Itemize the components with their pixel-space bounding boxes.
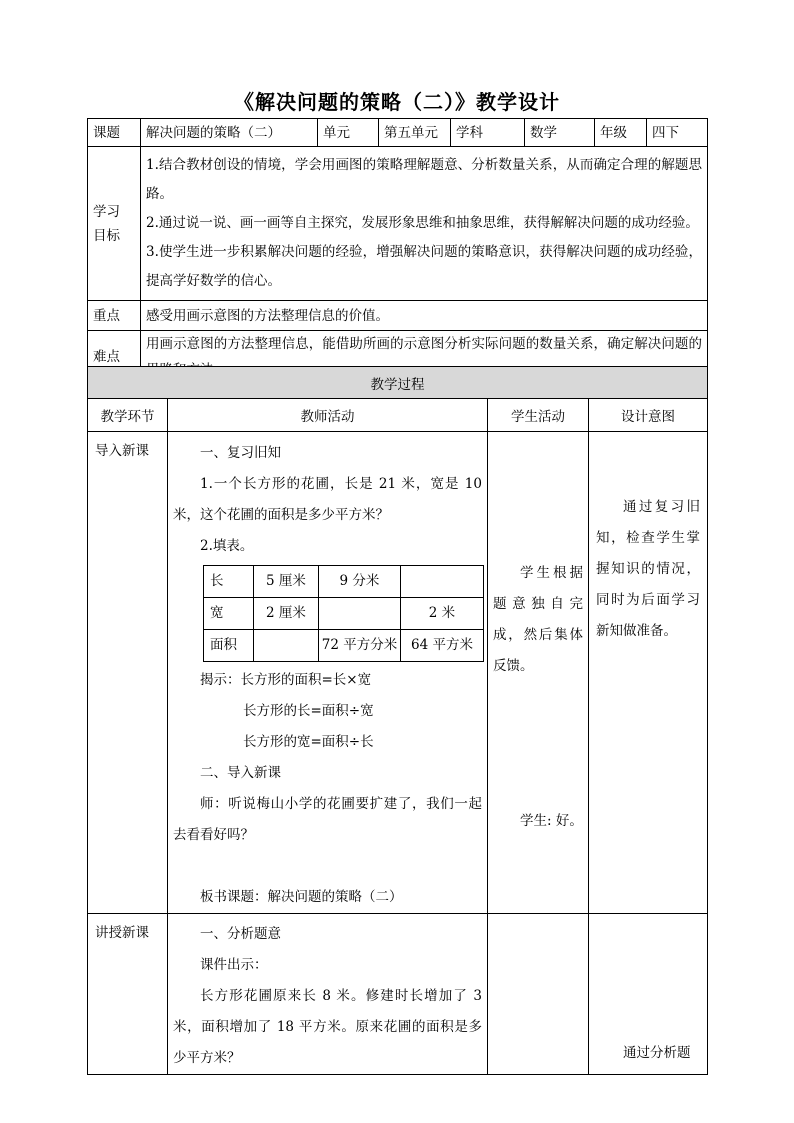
process-band: 教学过程 [88,367,708,399]
diff-label: 难点 [88,331,141,384]
board-title: 板书课题：解决问题的策略（二） [200,889,403,905]
goals-content [141,147,708,301]
student-activity [488,914,589,1075]
intro-text: 师：听说梅山小学的花圃要扩建了，我们一起去看看好吗？ [173,796,482,843]
unit-label: 单元 [318,119,379,147]
question-2: 2.填表。 [200,538,254,554]
grade-value: 四下 [647,119,708,147]
student-response-2: 学生: 好。 [520,813,583,829]
process-table [87,366,708,1075]
courseware-label: 课件出示： [200,957,268,973]
fill-cell: 72 平方分米 [319,630,401,662]
header-student: 学生活动 [488,399,589,432]
goal-item: 2.通过说一说、画一画等自主探究，发展形象思维和抽象思维，获得解解决问题的成功经验。 [146,215,699,231]
goals-label-line2: 目标 [93,227,120,244]
teacher-activity [168,432,488,914]
grade-label: 年级 [595,119,647,147]
fill-cell: 宽 [204,598,254,630]
student-activity [488,432,589,914]
fill-cell: 2 米 [401,598,484,630]
subject-label: 学科 [451,119,525,147]
fill-table [203,565,484,662]
section-heading: 一、复习旧知 [200,445,281,461]
goal-item: 1.结合教材创设的情境，学会用画图的策略理解题意、分析数量关系，从而确定合理的解题思路。 [146,157,702,202]
header-teacher: 教师活动 [168,399,488,432]
stage-name: 讲授新课 [88,914,168,1075]
document-title: 《解决问题的策略（二）》教学设计 [234,90,560,114]
fill-cell: 长 [204,566,254,598]
info-table [87,118,708,384]
header-intent: 设计意图 [589,399,708,432]
goals-label-line1: 学习 [93,203,120,220]
subject-value: 数学 [525,119,595,147]
design-intent [589,914,708,1075]
fill-cell-blank[interactable] [254,630,319,662]
fill-cell: 5 厘米 [254,566,319,598]
fill-cell-blank[interactable] [401,566,484,598]
problem-text: 长方形花圃原来长 8 米。修建时长增加了 3 米，面积增加了 18 平方米。原来花圃的面积是多少平方米？ [173,988,482,1066]
student-response-1: 学生根据题意独自完成，然后集体反馈。 [493,565,583,674]
reveal-length: 长方形的长=面积÷宽 [243,703,374,719]
intent-text: 通过复习旧知，检查学生掌握知识的情况，同时为后面学习新知做准备。 [596,499,700,639]
fill-cell: 9 分米 [319,566,401,598]
fill-cell-blank[interactable] [319,598,401,630]
teacher-activity [168,914,488,1075]
reveal-area: 揭示：长方形的面积=长×宽 [200,672,372,688]
fill-cell: 64 平方米 [401,630,484,662]
key-value: 感受用画示意图的方法整理信息的价值。 [141,301,708,331]
goal-item: 3.使学生进一步积累解决问题的经验，增强解决问题的策略意识，获得解决问题的成功经验，提高学好数学的信心。 [146,244,702,289]
unit-value: 第五单元 [379,119,451,147]
keti-label: 课题 [88,119,141,147]
question-1: 1.一个长方形的花圃，长是 21 米，宽是 10 米，这个花圃的面积是多少平方米？ [173,476,482,523]
header-stage: 教学环节 [88,399,168,432]
design-intent [589,432,708,914]
keti-value: 解决问题的策略（二） [141,119,318,147]
fill-cell: 面积 [204,630,254,662]
intent-text: 通过分析题 [623,1045,691,1061]
key-label: 重点 [88,301,141,331]
section-heading: 二、导入新课 [200,765,281,781]
fill-cell: 2 厘米 [254,598,319,630]
goals-label [88,147,141,301]
diff-value: 用画示意图的方法整理信息，能借助所画的示意图分析实际问题的数量关系，确定解决问题的 [141,331,708,384]
reveal-width: 长方形的宽=面积÷长 [243,734,374,750]
section-heading: 一、分析题意 [200,926,281,942]
stage-name: 导入新课 [88,432,168,914]
